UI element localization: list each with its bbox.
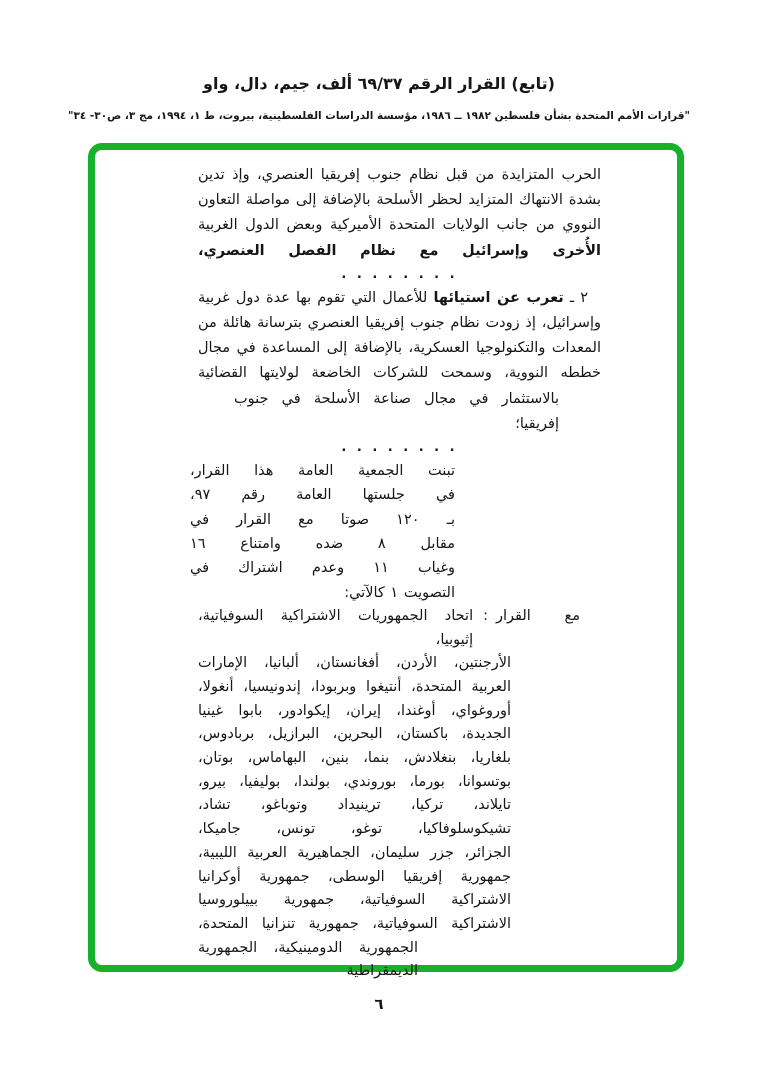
green-border-box — [88, 143, 684, 980]
adoption-note — [190, 459, 455, 605]
text-line: جمهورية إفريقيا الوسطى، جمهورية أوكرانيا — [198, 868, 511, 885]
text-line: التصويت ١ كالآتي: — [344, 584, 455, 601]
text-line: الأُخرى وإسرائيل مع نظام الفصل العنصري، — [198, 242, 601, 259]
text-line: تبنت الجمعية العامة هذا القرار، — [190, 463, 455, 480]
text-line: أوروغواي، أوغندا، إيران، إيكوادور، بابوا غينيا — [198, 702, 511, 719]
paragraph-continuation — [198, 163, 601, 264]
text-line: الجزائر، جزر سليمان، الجماهيرية العربية الليبية، — [198, 844, 511, 861]
ellipsis-separator: . . . . . . . . — [341, 440, 458, 456]
vote-with-label: مع القرار — [496, 607, 580, 624]
text-line: في جلستها العامة رقم ٩٧، — [190, 487, 455, 504]
text-line: بوتسوانا، بورما، بوروندي، بولندا، بوليفيا، بيرو، — [198, 773, 511, 790]
text-line: مقابل ٨ ضده وامتناع ١٦ — [190, 535, 455, 552]
text-line: بشدة الانتهاك المتزايد لحظر الأسلحة بالإضافة إلى مواصلة التعاون — [198, 192, 601, 209]
text-line: الحرب المتزايدة من قبل نظام جنوب إفريقيا العنصري، وإذ تدين — [198, 167, 601, 183]
vote-with-colon: : — [483, 607, 488, 624]
resolution-title: (تابع) القرار الرقم ٦٩/٣٧ ألف، جيم، دال، واو — [203, 74, 555, 93]
vote-with-row — [198, 605, 580, 652]
text-line: ٢ ـ تعرب عن استيائها للأعمال التي تقوم بها عدة دول غربية — [198, 289, 589, 306]
text-line: وإسرائيل، إذ زودت نظام جنوب إفريقيا العنصري بترسانة هائلة من — [198, 315, 601, 332]
text-line: الجمهورية الدومينيكية، الجمهورية الديمقراطية — [198, 939, 418, 980]
vote-with-country-list — [198, 652, 511, 984]
source-citation: "قرارات الأمم المتحدة بشأن فلسطين ١٩٨٢ ــ ١٩٨٦، مؤسسة الدراسات الفلسطينية، بيروت، ط ١، ١٩٩٤، مج ٣، ص٣٠- ٣٤" — [67, 110, 691, 122]
page-number: ٦ — [374, 995, 384, 1013]
text-line: وغياب ١١ وعدم اشتراك في — [190, 560, 456, 577]
text-line: بالاستثمار في مجال صناعة الأسلحة في جنوب إفريقيا؛ — [234, 390, 559, 432]
text-line: الجديدة، باكستان، البحرين، البرازيل، بربادوس، — [198, 726, 511, 743]
text-line: النووي من جانب الولايات المتحدة الأميركية وبعض الدول الغربية — [198, 217, 601, 234]
text-line: بـ ١٢٠ صوتا مع القرار في — [190, 511, 455, 528]
text-line: العربية المتحدة، أنتيغوا وبربودا، إندونيسيا، أنغولا، — [198, 678, 511, 695]
text-line: تشيكوسلوفاكيا، توغو، تونس، جاميكا، — [198, 821, 511, 838]
text-line: المعدات والتكنولوجيا العسكرية، بالإضافة إلى المساعدة في مجال — [198, 340, 601, 357]
paragraph-clause-2 — [198, 286, 601, 437]
text-line: تايلاند، تركيا، ترينيداد وتوباغو، تشاد، — [198, 797, 511, 814]
text-line: الاشتراكية السوفياتية، جمهورية تنزانيا المتحدة، — [198, 915, 511, 932]
text-line: الاشتراكية السوفياتية، جمهورية بييلوروسيا — [198, 892, 511, 909]
vote-with-first-line: اتحاد الجمهوريات الاشتراكية السوفياتية، إثيوبيا، — [198, 607, 474, 648]
text-line: الأرجنتين، الأردن، أفغانستان، ألبانيا، الإمارات — [198, 655, 511, 672]
text-line: خططه النووية، وسمحت للشركات الخاضعة لولايتها القضائية — [198, 365, 601, 382]
ellipsis-separator: . . . . . . . . — [341, 266, 458, 282]
text-line: بلغاريا، بنغلادش، بنما، بنين، البهاماس، بوتان، — [198, 750, 511, 767]
